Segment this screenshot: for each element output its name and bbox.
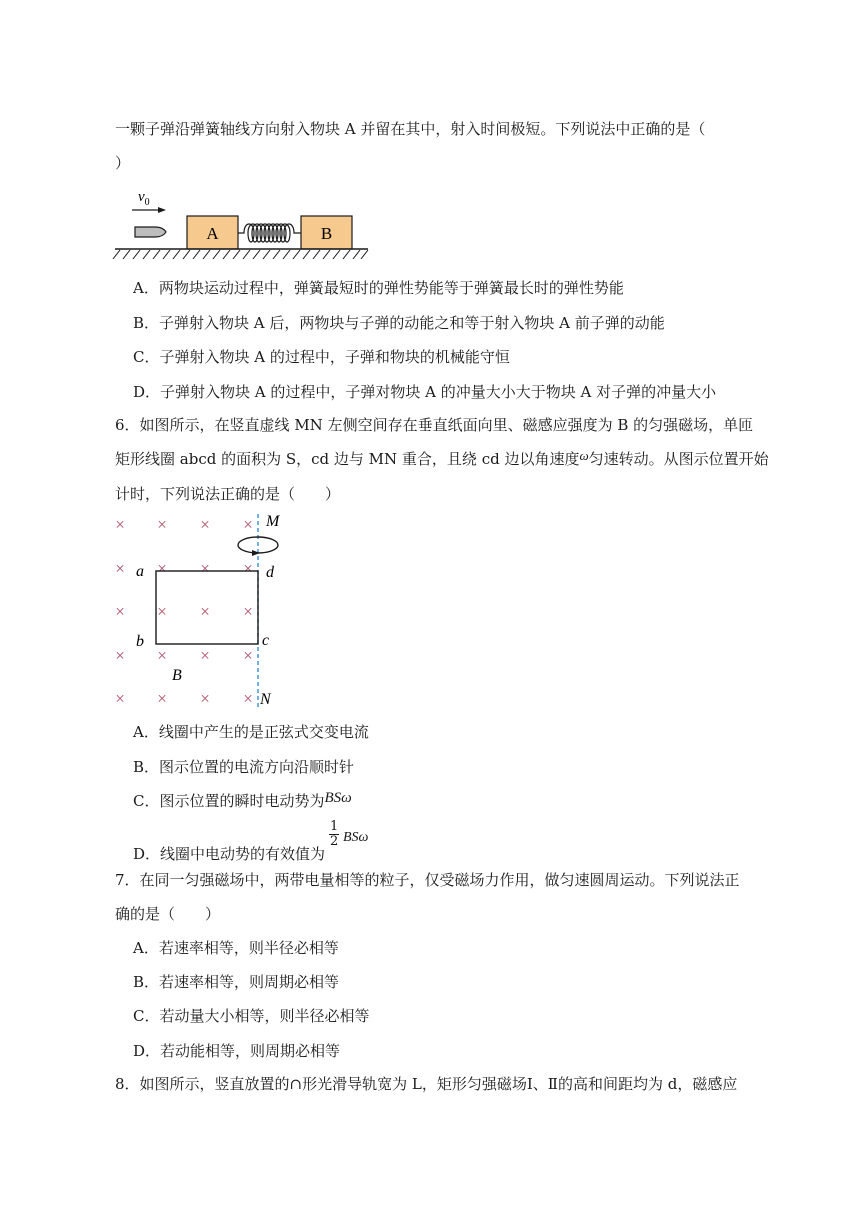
fraction-denominator: 2	[330, 834, 339, 849]
label-c: c	[262, 632, 270, 649]
cross-mark: ×	[200, 646, 210, 665]
label-b: b	[136, 633, 144, 650]
q7-option-b: B．若速率相等，则周期必相等	[133, 973, 340, 991]
q5-figure	[110, 183, 372, 263]
cross-mark: ×	[157, 646, 167, 665]
q5-option-c: C．子弹射入物块 A 的过程中，子弹和物块的机械能守恒	[133, 348, 510, 366]
q6-option-d: D．线圈中电动势的有效值为	[133, 845, 326, 863]
omega-symbol: ω	[579, 448, 589, 463]
q6-option-a: A．线圈中产生的是正弦式交变电流	[133, 723, 369, 741]
q5-option-b: B．子弹射入物块 A 后，两物块与子弹的动能之和等于射入物块 A 前子弹的动能	[133, 314, 665, 332]
fraction-one-half	[329, 820, 339, 849]
arrow-head-icon	[158, 207, 166, 213]
label-m: M	[266, 513, 280, 530]
q5-stem-line2: ）	[115, 154, 131, 172]
cross-mark: ×	[115, 559, 125, 578]
q8-stem-line1: 8．如图所示，竖直放置的∩形光滑导轨宽为 L，矩形匀强磁场Ⅰ、Ⅱ的高和间距均为 d，磁感应	[115, 1075, 738, 1093]
cross-mark: ×	[115, 602, 125, 621]
q5-option-a: A．两物块运动过程中，弹簧最短时的弹性势能等于弹簧最长时的弹性势能	[133, 279, 624, 297]
cross-mark: ×	[243, 646, 253, 665]
q6-stem-line2-part2: 匀速转动。从图示位置开始	[588, 450, 769, 468]
q7-option-a: A．若速率相等，则半径必相等	[133, 939, 339, 957]
cross-mark: ×	[243, 602, 253, 621]
cross-mark: ×	[115, 689, 125, 708]
q6-option-c-expression: BSω	[324, 790, 352, 806]
q5-stem-line1: 一颗子弹沿弹簧轴线方向射入物块 A 并留在其中，射入时间极短。下列说法中正确的是（	[115, 120, 706, 138]
cross-mark: ×	[200, 602, 210, 621]
q6-option-c	[133, 791, 352, 812]
label-b-field: B	[172, 667, 182, 684]
cross-mark: ×	[243, 559, 253, 578]
cross-mark: ×	[115, 515, 125, 534]
label-n: N	[260, 691, 271, 708]
label-d: d	[266, 564, 274, 581]
cross-mark: ×	[157, 515, 167, 534]
velocity-subscript: 0	[144, 197, 150, 208]
q6-option-b: B．图示位置的电流方向沿顺时针	[133, 758, 355, 776]
q6-stem-line2	[115, 449, 769, 470]
q6-stem-line3: 计时，下列说法正确的是（ ）	[115, 485, 341, 503]
bullet-icon	[135, 227, 166, 237]
block-b-label: B	[320, 224, 333, 243]
cross-mark: ×	[157, 602, 167, 621]
cross-mark: ×	[115, 646, 125, 665]
q7-option-c: C．若动量大小相等，则半径必相等	[133, 1007, 370, 1025]
velocity-label: $v_0$	[138, 189, 150, 208]
magnetic-field-crosses	[115, 515, 253, 708]
q5-option-d: D．子弹射入物块 A 的过程中，子弹对物块 A 的冲量大小大于物块 A 对子弹的冲量大小	[133, 383, 717, 401]
cross-mark: ×	[157, 689, 167, 708]
q6-figure	[108, 508, 288, 708]
cross-mark: ×	[243, 515, 253, 534]
q6-stem-line2-part1: 矩形线圈 abcd 的面积为 S，cd 边与 MN 重合，且绕 cd 边以角速度	[115, 450, 580, 468]
cross-mark: ×	[200, 689, 210, 708]
block-a-label: A	[206, 224, 219, 243]
q6-option-c-text: C．图示位置的瞬时电动势为	[133, 792, 325, 810]
spring-icon	[238, 224, 301, 242]
q6-stem-line1: 6．如图所示，在竖直虚线 MN 左侧空间存在垂直纸面向里、磁感应强度为 B 的匀强磁场，单匝	[115, 416, 754, 434]
cross-mark: ×	[157, 559, 167, 578]
q6-option-d-expression: BSω	[343, 830, 369, 845]
q7-stem-line1: 7．在同一匀强磁场中，两带电量相等的粒子，仅受磁场力作用，做匀速圆周运动。下列说法正	[115, 871, 740, 889]
cross-mark: ×	[200, 559, 210, 578]
cross-mark: ×	[243, 689, 253, 708]
label-a: a	[136, 563, 144, 580]
q7-option-d: D．若动能相等，则周期必相等	[133, 1042, 341, 1060]
ground-hatching	[113, 250, 368, 259]
fraction-numerator: 1	[330, 819, 339, 834]
q7-stem-line2: 确的是（ ）	[115, 905, 221, 923]
cross-mark: ×	[200, 515, 210, 534]
